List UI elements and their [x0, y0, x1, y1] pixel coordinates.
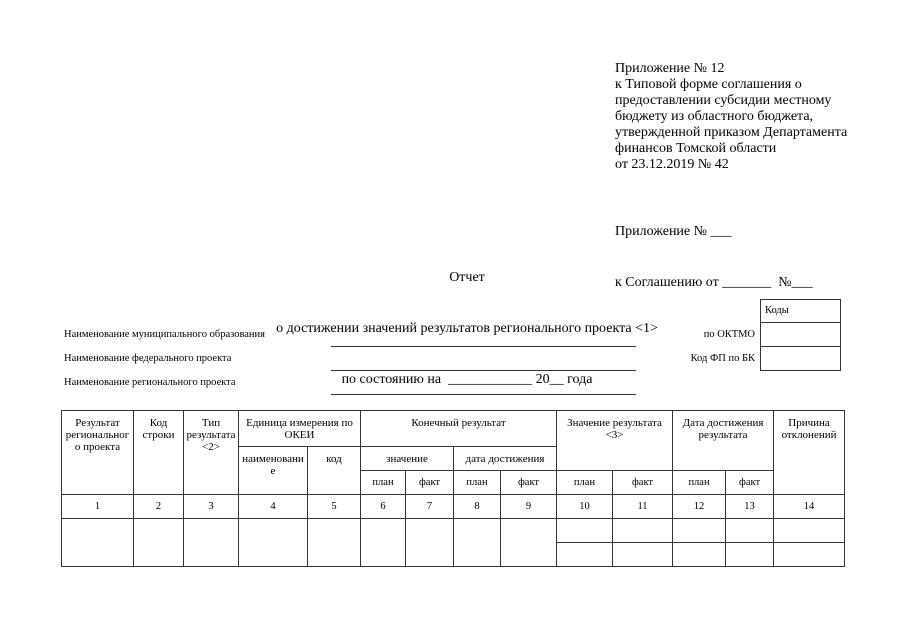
header-fact: факт [406, 471, 454, 495]
appendix-line: предоставлении субсидии местному [615, 93, 832, 108]
report-fields [64, 323, 636, 395]
header-plan: план [454, 471, 501, 495]
report-date-line: по состоянию на ____________ 20__ года [341, 372, 593, 387]
column-number: 7 [406, 495, 454, 519]
column-number: 6 [361, 495, 406, 519]
header-plan: план [361, 471, 406, 495]
header-regional-result: Результат регионального проекта [62, 411, 134, 495]
codes-header: Коды [760, 299, 841, 323]
appendix-line: от 23.12.2019 № 42 [615, 157, 729, 172]
column-number: 11 [613, 495, 673, 519]
column-number-row [62, 495, 845, 519]
codes-box [760, 299, 841, 371]
agreement-line: Приложение № ___ [615, 224, 732, 239]
column-number: 5 [308, 495, 361, 519]
table-cell [726, 543, 774, 567]
table-cell [308, 519, 361, 567]
header-result-type: Тип результата <2> [184, 411, 239, 495]
table-cell [557, 543, 613, 567]
header-okei-unit: Единица измерения по ОКЕИ [239, 411, 361, 447]
appendix-header [615, 61, 847, 173]
header-fact: факт [726, 471, 774, 495]
column-number: 12 [673, 495, 726, 519]
table-row [62, 519, 845, 543]
header-result-date: Дата достижения результата [673, 411, 774, 471]
header-unit-name: наименование [239, 447, 308, 495]
column-number: 13 [726, 495, 774, 519]
table-cell [239, 519, 308, 567]
table-cell [774, 519, 845, 543]
header-plan: план [557, 471, 613, 495]
appendix-line: Приложение № 12 [615, 61, 725, 76]
column-number: 10 [557, 495, 613, 519]
table-cell [62, 519, 134, 567]
table-cell [501, 519, 557, 567]
table-cell [673, 519, 726, 543]
oktmo-code-cell [760, 323, 841, 347]
field-municipality [64, 323, 636, 347]
header-fact: факт [613, 471, 673, 495]
appendix-line: утвержденной приказом Департамента [615, 125, 848, 140]
column-number: 2 [134, 495, 184, 519]
table-cell [557, 519, 613, 543]
table-cell [673, 543, 726, 567]
table-cell [406, 519, 454, 567]
header-fact: факт [501, 471, 557, 495]
report-title-subject: о достижении значений результатов регионального проекта <1> [276, 321, 658, 336]
column-number: 3 [184, 495, 239, 519]
header-final-date: дата достижения [454, 447, 557, 471]
table-cell [726, 519, 774, 543]
fp-bk-code-cell [760, 347, 841, 371]
header-deviation-reason: Причина отклонений [774, 411, 845, 495]
header-final-result: Конечный результат [361, 411, 557, 447]
agreement-line: к Соглашению от _______ №___ [615, 275, 813, 290]
report-table [61, 410, 845, 567]
field-federal-project [64, 347, 636, 371]
appendix-line: к Типовой форме соглашения о [615, 77, 802, 92]
header-plan: план [673, 471, 726, 495]
header-final-value: значение [361, 447, 454, 471]
appendix-line: бюджету из областного бюджета, [615, 109, 814, 124]
table-cell [454, 519, 501, 567]
table-cell [134, 519, 184, 567]
table-cell [184, 519, 239, 567]
column-number: 9 [501, 495, 557, 519]
table-cell [361, 519, 406, 567]
header-unit-code: код [308, 447, 361, 495]
field-regional-project [64, 371, 636, 395]
oktmo-label: по ОКТМО [703, 329, 755, 340]
field-label: Наименование муниципального образования [64, 329, 265, 340]
field-label: Наименование федерального проекта [64, 353, 232, 364]
fp-bk-label: Код ФП по БК [690, 353, 755, 364]
header-row-code: Код строки [134, 411, 184, 495]
table-header-row [62, 411, 845, 447]
appendix-line: финансов Томской области [615, 141, 777, 156]
column-number: 14 [774, 495, 845, 519]
table-cell [613, 519, 673, 543]
column-number: 1 [62, 495, 134, 519]
table-cell [774, 543, 845, 567]
column-number: 8 [454, 495, 501, 519]
field-label: Наименование регионального проекта [64, 377, 236, 388]
column-number: 4 [239, 495, 308, 519]
header-result-value: Значение результата <3> [557, 411, 673, 471]
code-labels [640, 323, 755, 371]
report-title-heading: Отчет [449, 270, 485, 285]
table-cell [613, 543, 673, 567]
field-blank-line [331, 394, 636, 395]
